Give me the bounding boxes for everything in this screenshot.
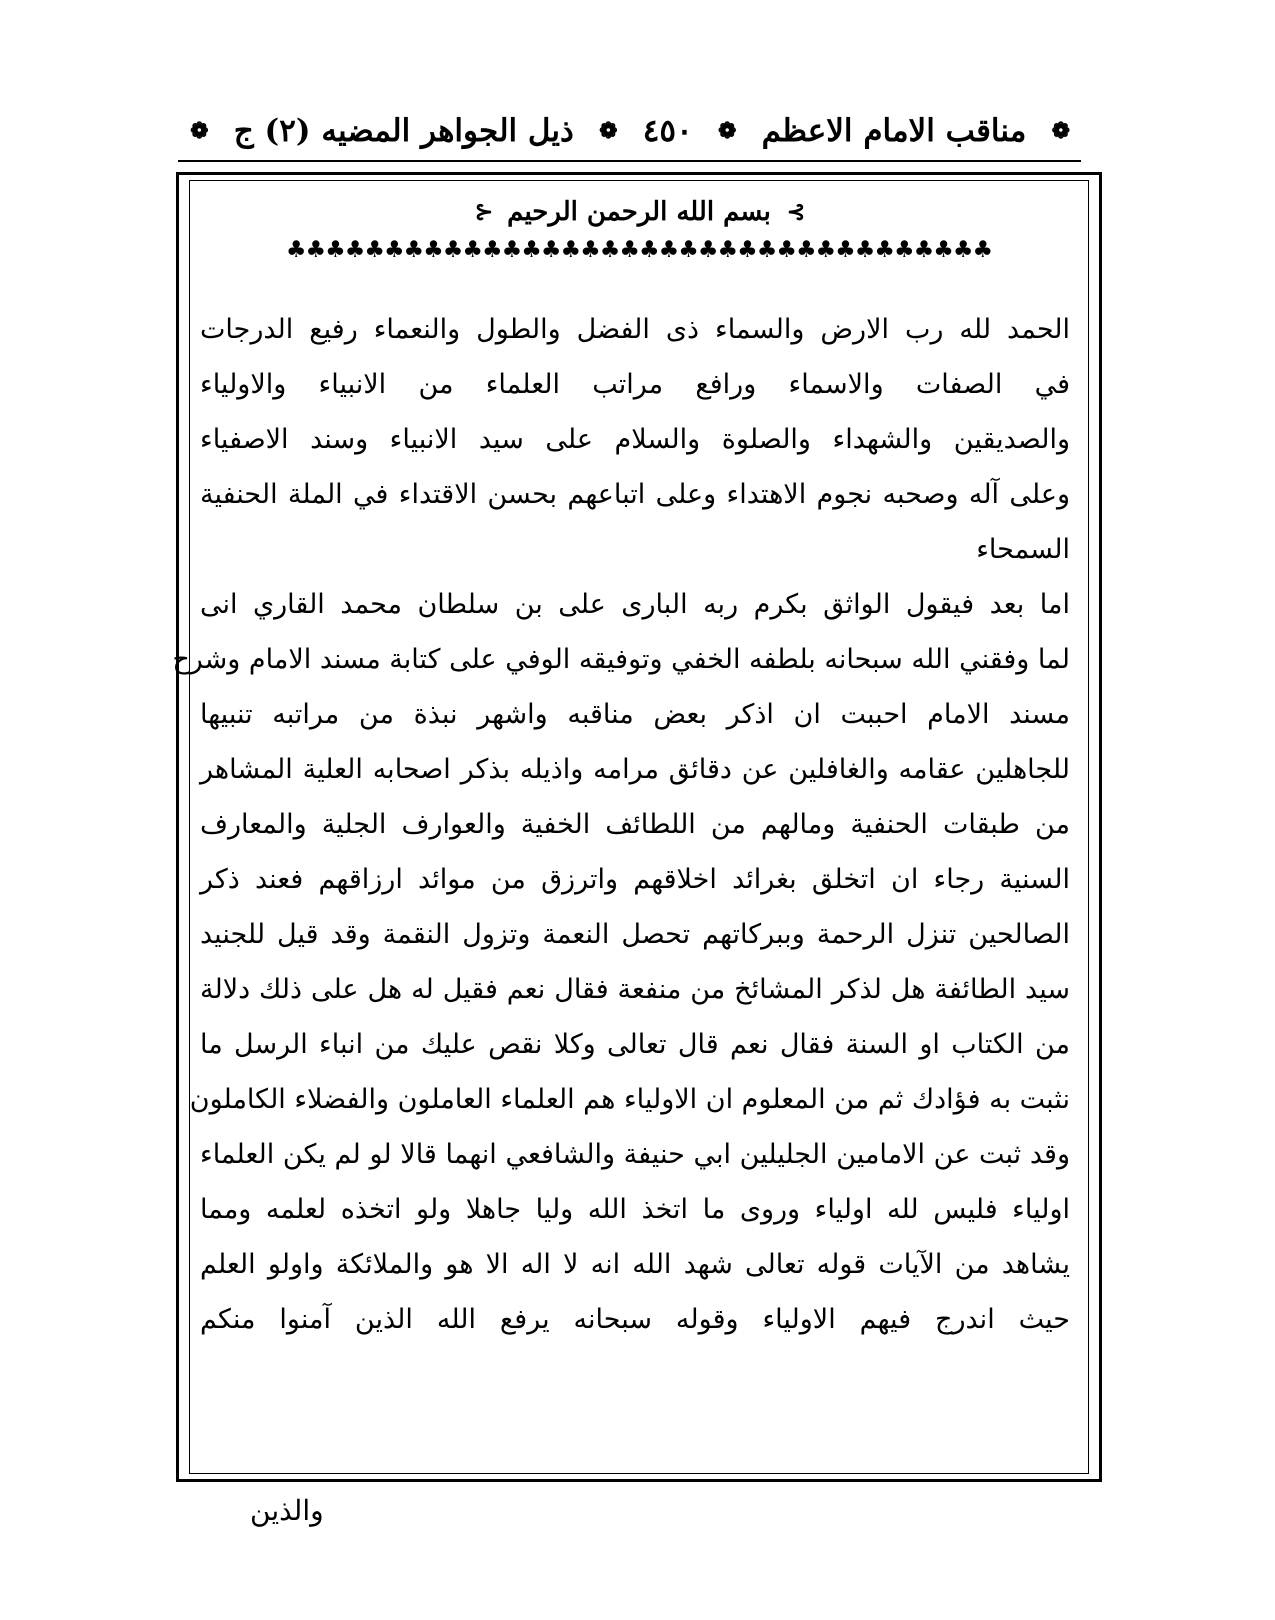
- catchword: والذين: [250, 1494, 324, 1527]
- book-title: مناقب الامام الاعظم: [761, 113, 1027, 149]
- text-line: الحمد لله رب الارض والسماء ذى الفضل والطول والنعماء رفيع الدرجات: [200, 314, 1070, 345]
- page-number: ٤٥٠: [642, 113, 693, 149]
- text-line: وعلى آله وصحبه نجوم الاهتداء وعلى اتباعهم بحسن الاقتداء في الملة الحنفية: [200, 479, 1070, 510]
- flourish-icon: ⊰: [474, 199, 492, 225]
- text-line: والصديقين والشهداء والصلوة والسلام على سيد الانبياء وسند الاصفياء: [200, 424, 1070, 455]
- text-line: من طبقات الحنفية ومالهم من اللطائف الخفية والعوارف الجلية والمعارف: [200, 809, 1070, 840]
- text-line: في الصفات والاسماء ورافع مراتب العلماء من الانبياء والاولياء: [200, 369, 1070, 400]
- text-line: اما بعد فيقول الواثق بكرم ربه البارى على بن سلطان محمد القاري انى: [200, 589, 1070, 620]
- head-ornament-mid-1: ❁: [717, 118, 737, 144]
- text-line: من الكتاب او السنة فقال نعم قال تعالى وكلا نقص عليك من انباء الرسل ما: [200, 1029, 1070, 1060]
- head-ornament-left: ❁: [190, 118, 209, 144]
- head-ornament-right: ❁: [1051, 118, 1070, 144]
- text-line: حيث اندرج فيهم الاولياء وقوله سبحانه يرفع الله الذين آمنوا منكم: [200, 1304, 1070, 1335]
- main-text: [172, 302, 1070, 1452]
- text-line: مسند الامام احببت ان اذكر بعض مناقبه واشهر نبذة من مراتبه تنبيها: [200, 699, 1070, 730]
- basmala-text: بسم الله الرحمن الرحيم: [507, 197, 771, 227]
- text-line: يشاهد من الآيات قوله تعالى شهد الله انه لا اله الا هو والملائكة واولو العلم: [200, 1249, 1070, 1280]
- text-line: للجاهلين عقامه والغافلين عن دقائق مرامه واذيله بذكر اصحابه العلية المشاهر: [200, 754, 1070, 785]
- work-title: ذيل الجواهر المضيه (٢) ج: [233, 113, 574, 149]
- header-rule: [178, 160, 1081, 162]
- ornamental-band: ♣♣♣♣♣♣♣♣♣♣♣♣♣♣♣♣♣♣♣♣♣♣♣♣♣♣♣♣♣♣♣♣♣♣♣♣: [285, 237, 993, 263]
- running-head: [190, 105, 1070, 157]
- text-line: لما وفقني الله سبحانه بلطفه الخفي وتوفيقه الوفي على كتابة مسند الامام وشرح: [172, 644, 1070, 675]
- text-line: السمحاء: [976, 534, 1070, 565]
- text-line: اولياء فليس لله اولياء وروى ما اتخذ الله وليا جاهلا ولو اتخذه لعلمه ومما: [200, 1194, 1070, 1225]
- basmala: [189, 187, 1089, 237]
- text-line: نثبت به فؤادك ثم من المعلوم ان الاولياء هم العلماء العاملون والفضلاء الكاملون: [189, 1084, 1070, 1115]
- text-line: سيد الطائفة هل لذكر المشائخ من منفعة فقال نعم فقيل له هل على ذلك دلالة: [200, 974, 1070, 1005]
- head-ornament-mid-2: ❁: [599, 118, 618, 144]
- flourish-icon: ⊱: [786, 199, 804, 225]
- text-line: وقد ثبت عن الامامين الجليلين ابي حنيفة والشافعي انهما قالا لو لم يكن العلماء: [200, 1139, 1070, 1170]
- text-line: السنية رجاء ان اتخلق بغرائد اخلاقهم واترزق من موائد ارزاقهم فعند ذكر: [200, 864, 1070, 895]
- text-line: الصالحين تنزل الرحمة وببركاتهم تحصل النعمة وتزول النقمة وقد قيل للجنيد: [200, 919, 1070, 950]
